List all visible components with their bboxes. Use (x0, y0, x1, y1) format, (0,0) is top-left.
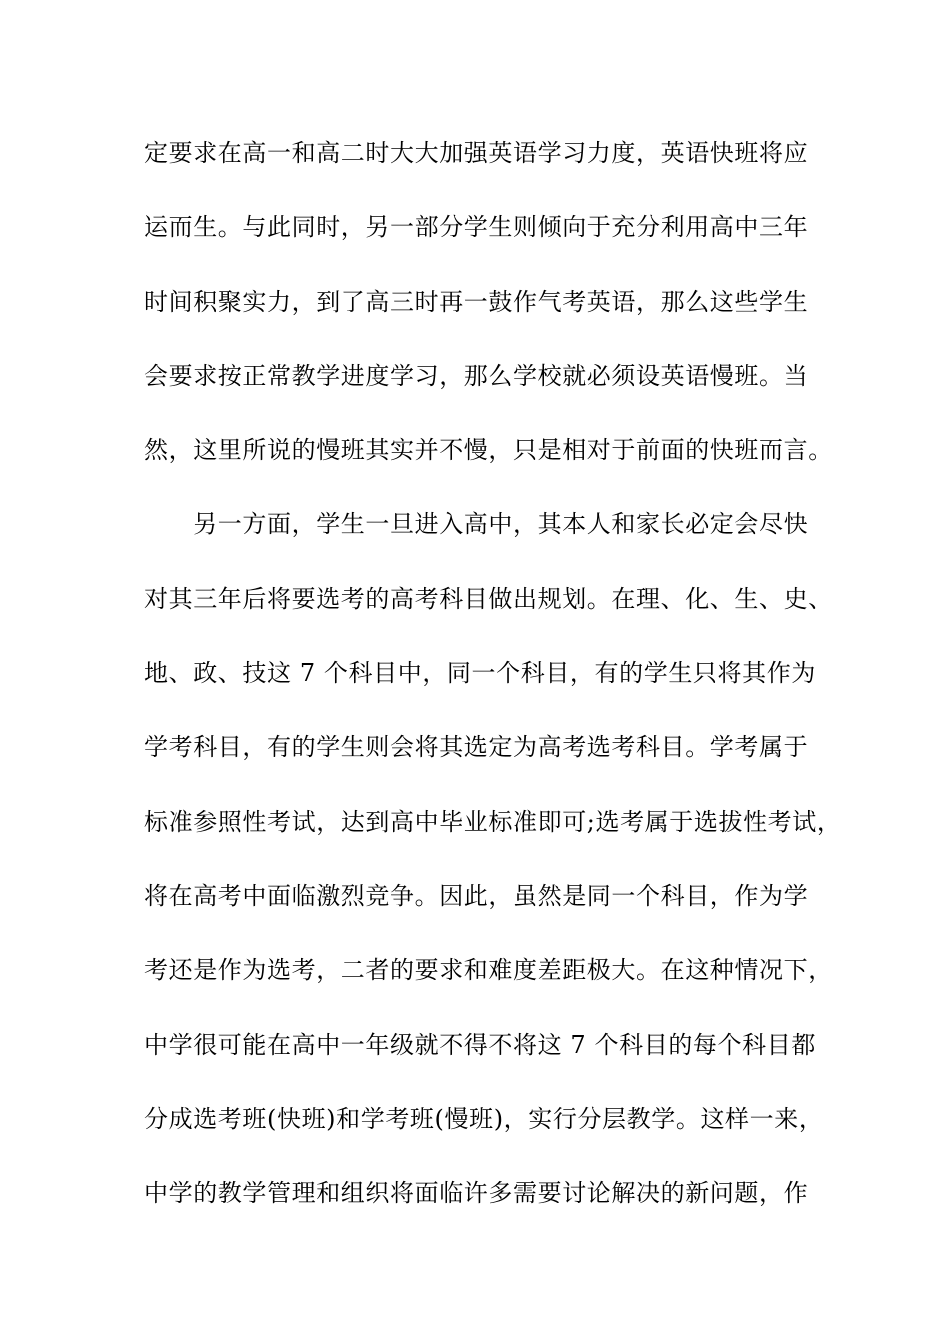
text-line: 学考科目，有的学生则会将其选定为高考选考科目。学考属于 (144, 733, 809, 762)
text-line: 考还是作为选考，二者的要求和难度差距极大。在这种情况下， (144, 956, 833, 985)
text-line: 分成选考班(快班)和学考班(慢班)，实行分层教学。这样一来， (144, 1104, 824, 1133)
text-line: 对其三年后将要选考的高考科目做出规划。在理、化、生、史、 (144, 584, 833, 613)
text-line: 运而生。与此同时，另一部分学生则倾向于充分利用高中三年 (144, 213, 809, 242)
text-line: 中学的教学管理和组织将面临许多需要讨论解决的新问题，作 (144, 1179, 809, 1208)
paragraph-start-line: 另一方面，学生一旦进入高中，其本人和家长必定会尽快 (144, 510, 809, 539)
text-line: 然，这里所说的慢班其实并不慢，只是相对于前面的快班而言。 (144, 436, 833, 465)
text-line: 将在高考中面临激烈竞争。因此，虽然是同一个科目，作为学 (144, 881, 809, 910)
body-text (144, 128, 842, 1242)
text-line: 定要求在高一和高二时大大加强英语学习力度，英语快班将应 (144, 139, 809, 167)
text-line: 标准参照性考试，达到高中毕业标准即可;选考属于选拔性考试， (144, 807, 842, 836)
text-line: 中学很可能在高中一年级就不得不将这 7 个科目的每个科目都 (144, 1030, 816, 1059)
text-line: 时间积聚实力，到了高三时再一鼓作气考英语，那么这些学生 (144, 287, 809, 316)
text-line: 地、政、技这 7 个科目中，同一个科目，有的学生只将其作为 (144, 659, 816, 688)
text-line: 会要求按正常教学进度学习，那么学校就必须设英语慢班。当 (144, 361, 809, 390)
